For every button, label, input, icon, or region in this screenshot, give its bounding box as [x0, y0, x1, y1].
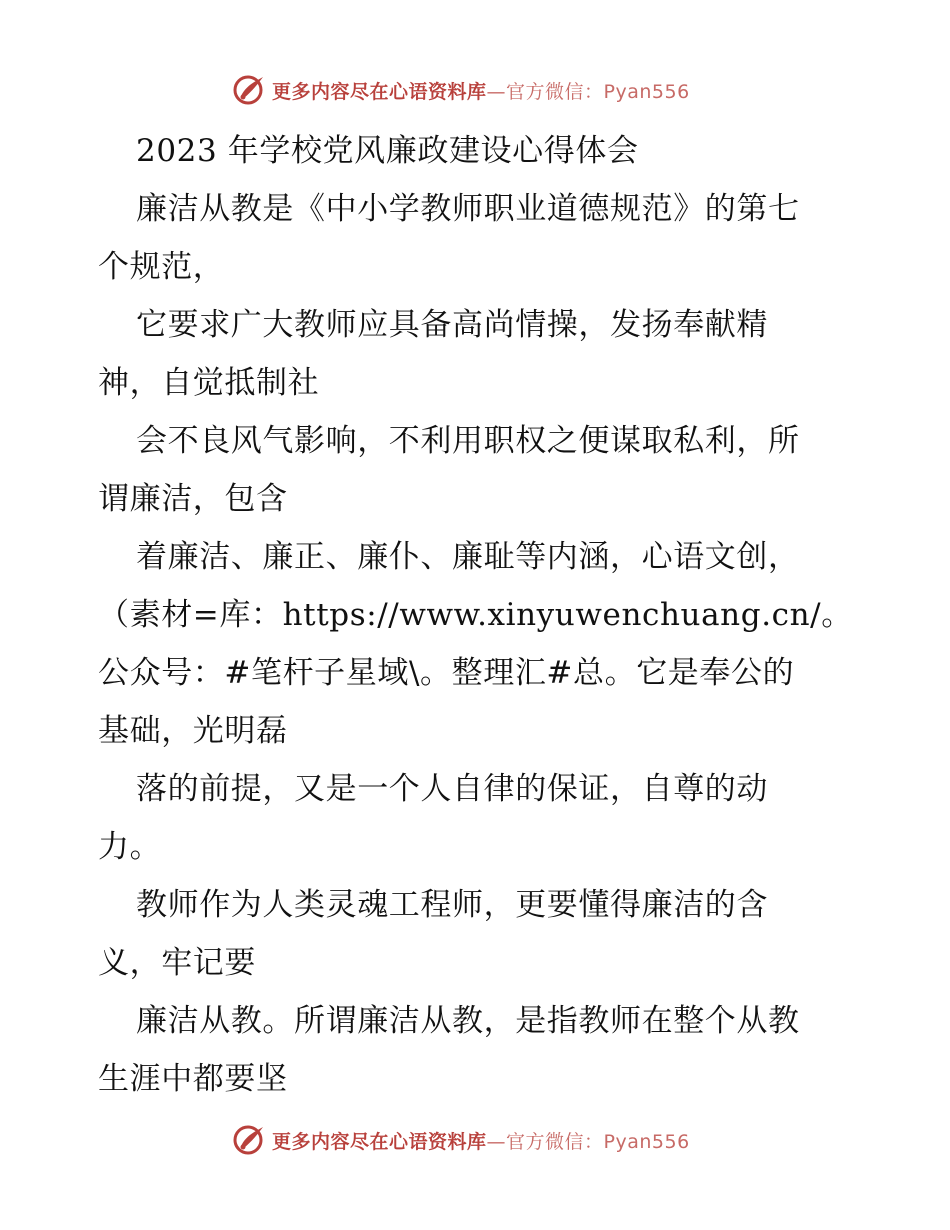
paragraph-line: 力。 [98, 829, 162, 865]
paragraph-line: 着廉洁、廉正、廉仆、廉耻等内涵，心语文创， [136, 539, 800, 575]
paragraph-line: 义，牢记要 [98, 945, 256, 981]
paragraph-line: 它要求广大教师应具备高尚情操，发扬奉献精 [136, 307, 768, 343]
document-body [98, 122, 868, 1108]
header-watermark-banner [232, 72, 690, 108]
paragraph-line: 谓廉洁，包含 [98, 481, 288, 517]
brush-logo-icon [232, 72, 268, 108]
paragraph-line: 落的前提，又是一个人自律的保证，自尊的动 [136, 771, 768, 807]
document-title: 2023 年学校党风廉政建设心得体会 [136, 133, 639, 169]
paragraph-line: 教师作为人类灵魂工程师，更要懂得廉洁的含 [136, 887, 768, 923]
paragraph-line: 廉洁从教。所谓廉洁从教，是指教师在整个从教 [136, 1003, 800, 1039]
banner-main-text: 更多内容尽在心语资料库 [272, 1130, 487, 1153]
paragraph-line: 神，自觉抵制社 [98, 365, 320, 401]
paragraph-line: （素材=库：https://www.xinyuwenchuang.cn/。 [98, 597, 853, 633]
paragraph-line: 生涯中都要坚 [98, 1061, 288, 1097]
brush-logo-icon [232, 1122, 268, 1158]
banner-main-text: 更多内容尽在心语资料库 [272, 80, 487, 103]
paragraph-line: 廉洁从教是《中小学教师职业道德规范》的第七 [136, 191, 800, 227]
paragraph-line: 基础，光明磊 [98, 713, 288, 749]
paragraph-line: 个规范， [98, 249, 225, 285]
banner-sub-text: —官方微信：Pyan556 [486, 1130, 690, 1153]
footer-watermark-banner [232, 1122, 690, 1158]
paragraph-line: 公众号：#笔杆子星域\。整理汇#总。它是奉公的 [98, 655, 795, 691]
banner-sub-text: —官方微信：Pyan556 [486, 80, 690, 103]
paragraph-line: 会不良风气影响，不利用职权之便谋取私利，所 [136, 423, 800, 459]
